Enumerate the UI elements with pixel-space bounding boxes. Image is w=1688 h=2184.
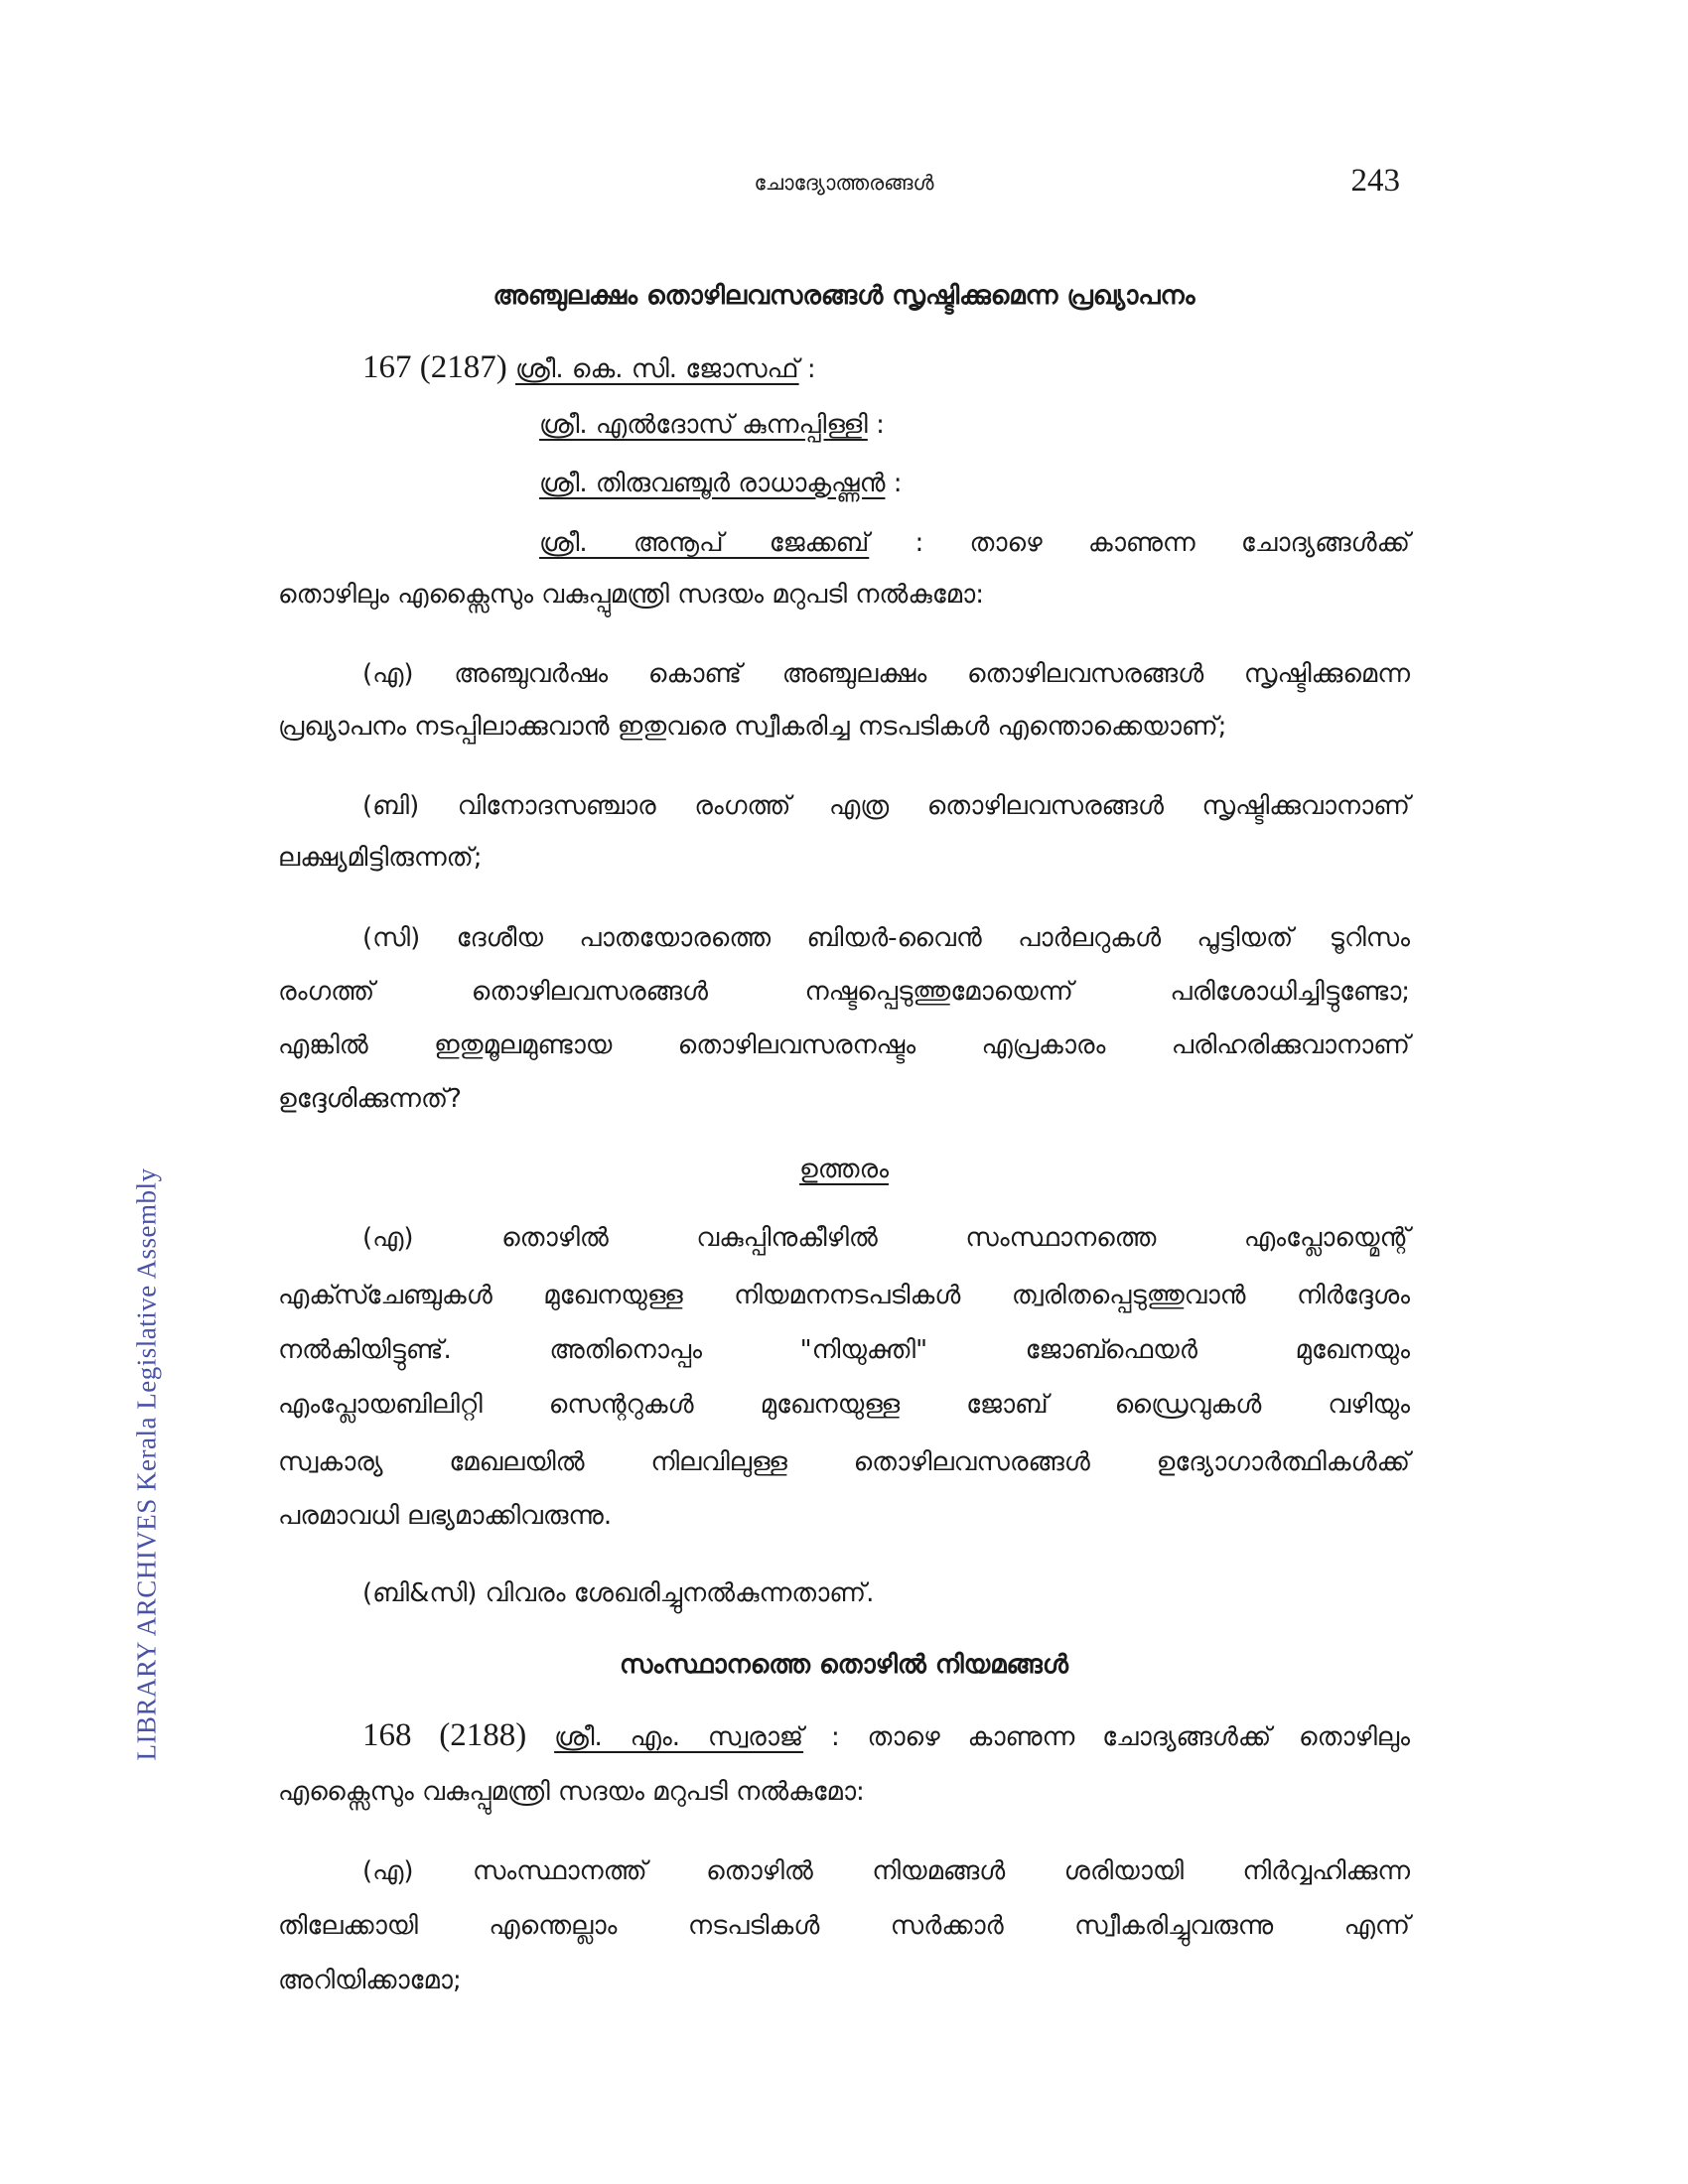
question-167-part-c-line-4: ഉദ്ദേശിക്കുന്നത്? xyxy=(278,1084,462,1114)
question-167-part-c-line-1: (സി) ദേശീയ പാതയോരത്തെ ബിയർ-വൈൻ പാർലറുകൾ പൂട്ടിയത് ടൂറിസം xyxy=(362,923,1410,953)
question-167-part-b-line-1: (ബി) വിനോദസഞ്ചാര രംഗത്ത് എത്ര തൊഴിലവസരങ്ങൾ സൃഷ്ടിക്കുവാനാണ് xyxy=(362,791,1410,821)
separator: : xyxy=(914,528,924,558)
answer-a-line-5: സ്വകാര്യ മേഖലയിൽ നിലവിലുള്ള തൊഴിലവസരങ്ങൾ ഉദ്യോഗാർത്ഥികൾക്ക് xyxy=(278,1447,1410,1477)
answer-title-text: ഉത്തരം xyxy=(799,1155,889,1184)
question-167-member-3 xyxy=(539,469,1671,499)
intro-text: : താഴെ കാണുന്ന ചോദ്യങ്ങൾക്ക് തൊഴിലും xyxy=(830,1722,1411,1752)
member-name: ശ്രീ. എൽദോസ് കുന്നപ്പിള്ളി xyxy=(539,410,868,440)
separator: : xyxy=(876,410,885,440)
question-167-part-b-line-2: ലക്ഷ്യമിട്ടിരുന്നത്; xyxy=(278,843,483,873)
question-168-part-a-line-2: തിലേക്കായി എന്തെല്ലാം നടപടികൾ സർക്കാർ സ്വീകരിച്ചുവരുന്നു എന്ന് xyxy=(278,1911,1410,1941)
question-167-part-c-line-2: രംഗത്ത് തൊഴിലവസരങ്ങൾ നഷ്ടപ്പെടുത്തുമോയെന്ന് പരിശോധിച്ചിട്ടുണ്ടോ; xyxy=(278,977,1410,1007)
answer-title xyxy=(0,1155,1688,1185)
answer-a-line-3: നൽകിയിട്ടുണ്ട്. അതിനൊപ്പം "നിയുക്തി" ജോബ്ഫെയർ മുഖേനയും xyxy=(278,1335,1410,1365)
question-168-part-a-line-1: (എ) സംസ്ഥാനത്ത് തൊഴിൽ നിയമങ്ങൾ ശരിയായി നിർവ്വഹിക്കുന്ന xyxy=(362,1856,1410,1886)
question-167-part-a-line-1: (എ) അഞ്ചുവർഷം കൊണ്ട് അഞ്ചുലക്ഷം തൊഴിലവസരങ്ങൾ സൃഷ്ടിക്കുമെന്ന xyxy=(362,659,1410,689)
question-168-member xyxy=(362,1717,1410,1754)
question-167-member-2 xyxy=(539,410,1671,441)
member-name: ശ്രീ. തിരുവഞ്ചൂർ രാധാകൃഷ്ണൻ xyxy=(539,469,886,498)
question-167-part-a-line-2: പ്രഖ്യാപനം നടപ്പിലാക്കുവാൻ ഇതുവരെ സ്വീകരിച്ച നടപടികൾ എന്തൊക്കെയാണ്; xyxy=(278,712,1227,742)
separator: : xyxy=(893,469,903,498)
question-167-intro: തൊഴിലും എക്സൈസും വകുപ്പുമന്ത്രി സദയം മറുപടി നൽകുമോ: xyxy=(278,580,984,610)
intro-text: താഴെ കാണുന്ന ചോദ്യങ്ങൾക്ക് xyxy=(969,528,1411,558)
question-number: 167 (2187) xyxy=(362,349,507,385)
separator: : xyxy=(806,354,816,384)
answer-a-line-6: പരമാവധി ലഭ്യമാക്കിവരുന്നു. xyxy=(278,1501,613,1531)
member-name: ശ്രീ. എം. സ്വരാജ് xyxy=(554,1722,804,1752)
running-head: ചോദ്യോത്തരങ്ങൾ xyxy=(754,171,934,195)
question-168-intro: എക്സൈസും വകുപ്പുമന്ത്രി സദയം മറുപടി നൽകുമോ: xyxy=(278,1777,865,1807)
question-167-member-4 xyxy=(539,528,1410,559)
question-167-member-1 xyxy=(362,349,1494,386)
question-167-title: അഞ്ചുലക്ഷം തൊഴിലവസരങ്ങൾ സൃഷ്ടിക്കുമെന്ന പ്രഖ്യാപനം xyxy=(492,281,1196,311)
archive-watermark: LIBRARY ARCHIVES Kerala Legislative Assembly xyxy=(131,1167,162,1761)
question-168-title: സംസ്ഥാനത്തെ തൊഴിൽ നിയമങ്ങൾ xyxy=(620,1650,1068,1680)
question-167-part-c-line-3: എങ്കിൽ ഇതുമൂലമുണ്ടായ തൊഴിലവസരനഷ്ടം എപ്രകാരം പരിഹരിക്കുവാനാണ് xyxy=(278,1030,1410,1060)
question-168-part-a-line-3: അറിയിക്കാമോ; xyxy=(278,1966,462,1995)
answer-a-line-2: എക്സ്ചേഞ്ചുകൾ മുഖേനയുള്ള നിയമനനടപടികൾ ത്വരിതപ്പെടുത്തുവാൻ നിർദ്ദേശം xyxy=(278,1281,1410,1310)
question-number: 168 (2188) xyxy=(362,1717,527,1753)
member-name: ശ്രീ. കെ. സി. ജോസഫ് xyxy=(515,354,799,384)
page-number: 243 xyxy=(1350,163,1400,199)
answer-a-line-1: (എ) തൊഴിൽ വകുപ്പിനുകീഴിൽ സംസ്ഥാനത്തെ എംപ്ലോയ്മെന്റ് xyxy=(362,1223,1410,1253)
member-name: ശ്രീ. അനൂപ് ജേക്കബ് xyxy=(539,528,870,558)
answer-a-line-4: എംപ്ലോയബിലിറ്റി സെന്ററുകൾ മുഖേനയുള്ള ജോബ് ഡ്രൈവുകൾ വഴിയും xyxy=(278,1390,1410,1420)
answer-bc: (ബി&സി) വിവരം ശേഖരിച്ചുനൽകുന്നതാണ്. xyxy=(362,1578,875,1608)
